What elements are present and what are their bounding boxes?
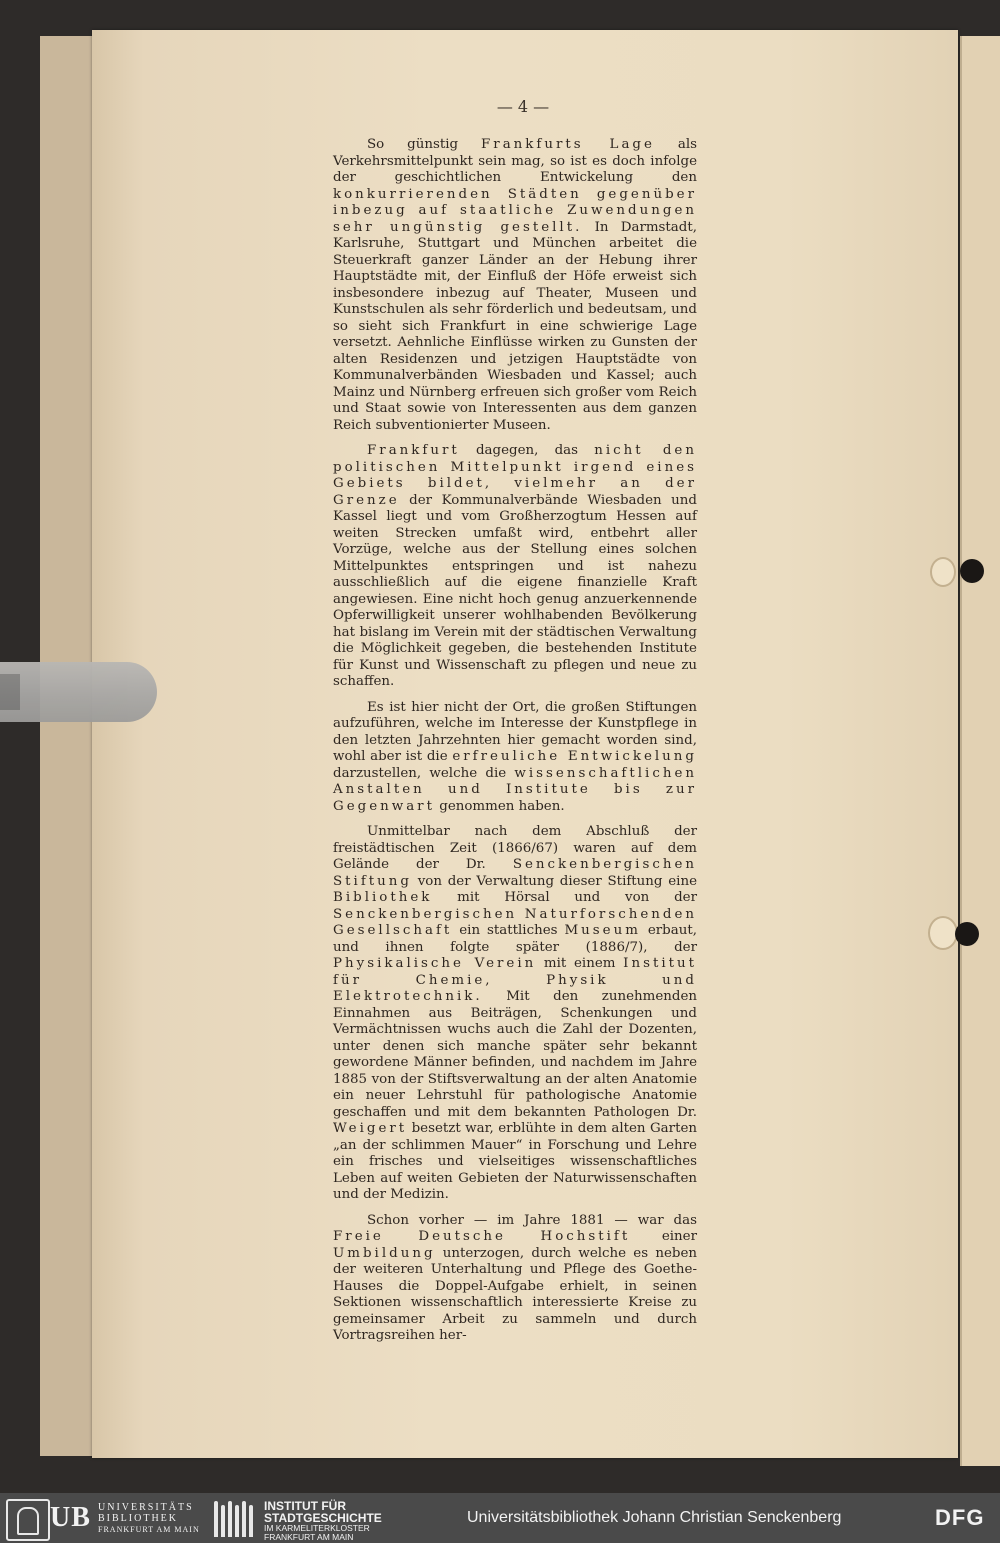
spaced-emphasis-text: Institut für Chemie, Physik und Elektrotechnik. (333, 956, 697, 1004)
ub-logo-letters: UB (50, 1502, 91, 1533)
text-run: Mit den zunehmenden Einnahmen aus Beiträgen, Schenkungen und Vermächtnissen wuchs auch die Zahl der Dozenten, unter denen sich manche später sehr bekannt gewordene Männer befinden, und nachdem im Jahre 1885 von der Stiftsverwaltung an der alten Anatomie ein neuer Lehrstuhl für pathologische Anatomie geschaffen und mit dem bekannten Pathologen Dr. (333, 989, 697, 1120)
bookmark-tab (0, 662, 157, 722)
library-name: Universitätsbibliothek Johann Christian Senckenberg (467, 1509, 842, 1526)
spaced-emphasis-text: konkurrierenden Städten gegenüber inbezug auf staatliche Zuwendungen sehr ungünstig gestellt. (333, 186, 697, 235)
facing-page-edge (960, 36, 1000, 1466)
gothic-arches-icon (212, 1499, 256, 1537)
ub-line-2: BIBLIOTHEK (98, 1513, 178, 1524)
spaced-emphasis-text: wissenschaftlichen Anstalten und Institute bis zur Gegenwart (333, 765, 697, 814)
spaced-emphasis-text: erfreuliche Entwickelung (452, 749, 697, 764)
text-run: So günstig (367, 137, 481, 152)
spaced-emphasis-text: Weigert (333, 1121, 408, 1136)
isg-line-3: IM KARMELITERKLOSTER (264, 1523, 370, 1533)
text-run: ein stattliches (452, 923, 565, 938)
isg-line-1: INSTITUT FÜR (264, 1499, 346, 1513)
punch-hole-upper-right (960, 559, 984, 583)
punch-hole-upper-left (930, 557, 956, 587)
paragraph (333, 137, 697, 434)
text-run: Schon vorher — im Jahre 1881 — war das (367, 1212, 697, 1228)
footer-bar (0, 1493, 1000, 1543)
page-number: — 4 — (496, 97, 550, 116)
spaced-emphasis-text: Physikalische Verein (333, 956, 537, 971)
spaced-emphasis-text: Senckenbergischen Naturforschenden Gesellschaft (333, 906, 697, 938)
body-text-column (333, 137, 697, 1354)
spaced-emphasis-text: Frankfurts Lage (481, 137, 655, 152)
punch-hole-lower-right (955, 922, 979, 946)
paragraph (333, 443, 697, 691)
ub-line-3: FRANKFURT AM MAIN (98, 1525, 200, 1534)
paragraph (333, 824, 697, 1204)
text-run: besetzt war, erblühte in dem alten Garten „an der schlimmen Mauer“ in Forschung und Lehre ein frisches und vielseitiges wissenschaftliches Leben auf weiten Gebieten der Naturwissenschaften und der Medizin. (333, 1121, 697, 1202)
text-run: darzustellen, welche die (333, 765, 515, 781)
isg-line-2: STADTGESCHICHTE (264, 1511, 382, 1525)
text-run: Unmittelbar nach dem Abschluß der freistädtischen Zeit (1866/67) waren auf dem Gelände der Dr. (333, 824, 697, 872)
spaced-emphasis-text: Senckenbergischen Stiftung (333, 857, 697, 889)
spaced-emphasis-text: Frankfurt (367, 443, 460, 458)
text-run: In Darmstadt, Karlsruhe, Stuttgart und München arbeitet die Steuerkraft ganzer Länder an der Hebung ihrer Hauptstädte mit, der Einfluß der Höfe erweist sich insbesondere inbezug auf Theater, Museen und Kunstschulen als sehr förderlich und bedeutsam, und so sieht sich Frankfurt in eine schwierige Lage versetzt. Aehnliche Einflüsse wirken zu Gunsten der alten Residenzen und jetzigen Hauptstädte von Kommunalverbänden Wiesbaden und Kassel; auch Mainz und Nürnberg erfreuen sich großer vom Reich und Staat sowie von Interessenten aus dem ganzen Reich subventionierter Museen. (333, 219, 697, 433)
text-run: einer (630, 1229, 697, 1244)
text-run: unterzogen, durch welche es neben der weiteren Unterhaltung und Pflege des Goethe-Hauses die Doppel-Aufgabe erhielt, in seinen Sektionen wissenschaftlich interessierte Kreise zu gemeinsamer Arbeit zu sammeln und durch Vortragsreihen her- (333, 1245, 697, 1343)
text-run: Es ist hier nicht der Ort, die großen Stiftungen aufzuführen, welche im Interesse der Kunstpflege in den letzten Jahrzehnten hier gemacht worden sind, wohl aber ist die (333, 699, 697, 764)
punch-hole-lower-left (928, 916, 958, 950)
text-run: mit einem (536, 956, 624, 971)
spaced-emphasis-text: Bibliothek (333, 890, 433, 905)
spaced-emphasis-text: nicht den politischen Mittelpunkt irgend eines Gebiets bildet, vielmehr an der Grenze (333, 443, 697, 508)
text-run: dagegen, das (459, 443, 595, 458)
text-run: der Kommunalverbände Wiesbaden und Kassel liegt und vom Großherzogtum Hessen auf weiten Strecken umfaßt wird, entbehrt aller Vorzüge, welche aus der Stellung eines solchen Mittelpunktes entspringen und ist nahezu ausschließlich auf die eigene finanzielle Kraft angewiesen. Eine nicht hoch genug anzuerkennende Opferwilligkeit unserer wohlhabenden Bevölkerung hat bislang im Verein mit der städtischen Verwaltung die Möglichkeit gegeben, die bestehenden Institute für Kunst und Wissenschaft zu pflegen und neue zu schaffen. (333, 492, 697, 689)
spaced-emphasis-text: Umbildung (333, 1245, 436, 1261)
text-run: erbaut, und ihnen folgte später (1886/7), der (333, 923, 697, 955)
ub-logo-text (98, 1502, 200, 1535)
text-run: genommen haben. (434, 798, 565, 814)
isg-line-4: FRANKFURT AM MAIN (264, 1532, 354, 1542)
text-run: als Verkehrsmittelpunkt sein mag, so ist es doch infolge der geschichtlichen Entwickelung den (333, 137, 697, 185)
ub-line-1: UNIVERSITÄTS (98, 1502, 194, 1513)
goethe-portrait-icon (6, 1499, 50, 1541)
spaced-emphasis-text: Museum (564, 923, 641, 938)
spaced-emphasis-text: Freie Deutsche Hochstift (333, 1229, 631, 1244)
isg-logo-text (264, 1500, 382, 1542)
dfg-logo: DFG (935, 1505, 985, 1530)
text-run: mit Hörsal und von der (432, 890, 697, 905)
text-run: von der Verwaltung dieser Stiftung eine (412, 873, 697, 889)
paragraph (333, 1213, 697, 1345)
paragraph (333, 700, 697, 816)
